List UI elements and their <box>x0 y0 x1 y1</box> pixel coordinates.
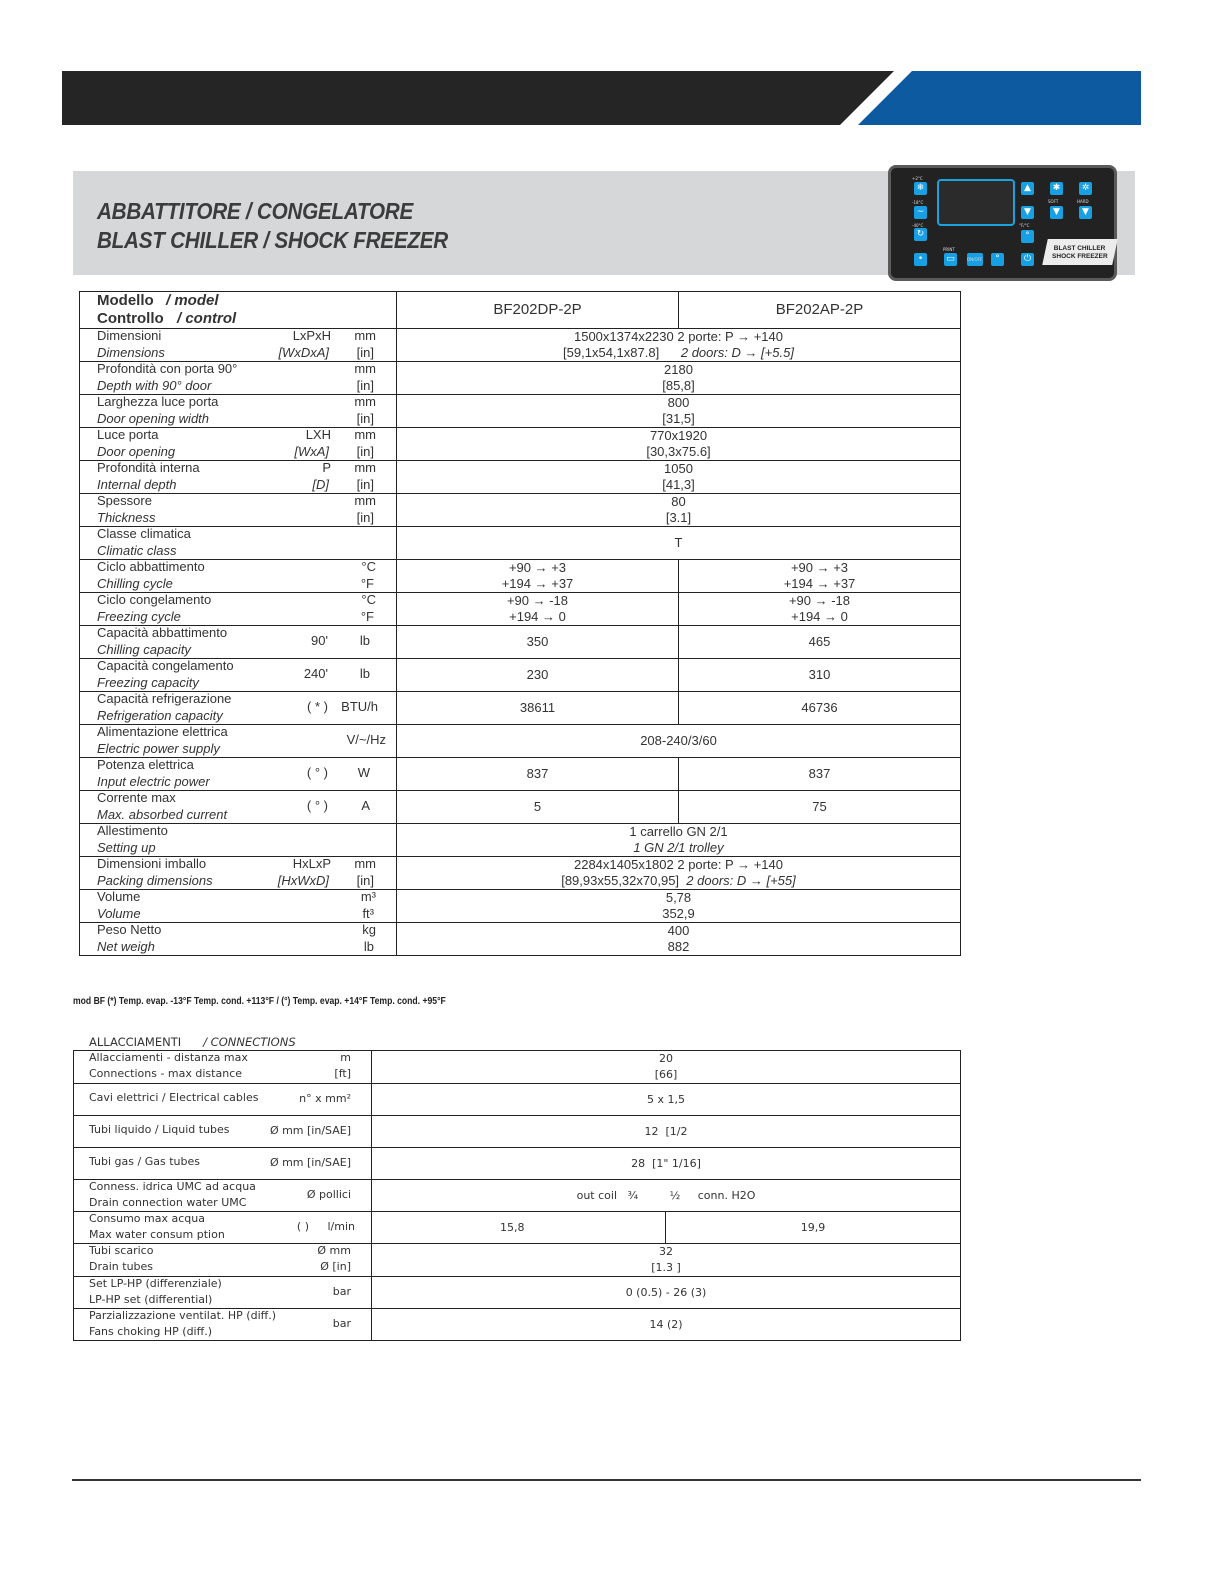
unit-imperial: [in] <box>356 411 374 426</box>
unit: Ø mm [in/SAE] <box>269 1156 351 1169</box>
value-cell <box>372 1051 961 1084</box>
label: Tubi liquido / Liquid tubes <box>89 1123 230 1136</box>
unit: Ø mm [in/SAE] <box>269 1124 351 1137</box>
dimension-code: LxPxH <box>292 328 331 343</box>
label-italian: Consumo max acqua <box>89 1212 205 1225</box>
label-english: Setting up <box>97 840 156 855</box>
unit: Ø pollici <box>306 1188 351 1201</box>
label-note: ( * ) <box>307 699 328 714</box>
value-cell <box>397 824 961 857</box>
value-cell: 0 (0.5) - 26 (3) <box>372 1277 961 1309</box>
unit-imperial: [ft] <box>334 1067 351 1080</box>
row-label-cell <box>80 362 397 395</box>
value-imperial: [41,3] <box>662 477 695 492</box>
table-row <box>74 1277 961 1309</box>
panel-down-arrow-icon: ▼ <box>1021 206 1034 219</box>
table-row <box>80 395 961 428</box>
table-row <box>74 1116 961 1148</box>
table-row <box>80 626 961 659</box>
value-cell: T <box>397 527 961 560</box>
value-cell <box>397 494 961 527</box>
value-metric: 2180 <box>664 362 693 377</box>
table-row <box>74 1180 961 1212</box>
unit-imperial: [in] <box>356 477 374 492</box>
unit: lb <box>359 633 370 648</box>
value-cell: 230 <box>397 659 679 692</box>
panel-text-2: -18°C <box>912 200 924 205</box>
value-cell <box>372 1244 961 1277</box>
label-english: Packing dimensions <box>97 873 213 888</box>
dimension-code-en: [WxDxA] <box>278 345 329 360</box>
row-label-cell <box>80 593 397 626</box>
panel-temp-icon: ° <box>1021 230 1034 243</box>
value-cell: 19,9 <box>666 1212 961 1244</box>
panel-display <box>937 179 1015 226</box>
label-english: Dimensions <box>97 345 165 360</box>
row-label-cell <box>80 857 397 890</box>
value-cell: 310 <box>679 659 961 692</box>
unit-metric: mm <box>354 328 376 343</box>
panel-label <box>1042 239 1118 265</box>
unit: lb <box>359 666 370 681</box>
label-italian: Profondità interna <box>97 460 200 475</box>
unit-metric: mm <box>354 856 376 871</box>
connections-title-en: / CONNECTIONS <box>203 1035 296 1049</box>
table-row <box>80 692 961 725</box>
label-italian: Set LP-HP (differenziale) <box>89 1277 222 1290</box>
dimension-code-en: [HxWxD] <box>277 873 329 888</box>
row-label-cell <box>80 527 397 560</box>
panel-soft-icon: ✱ <box>1050 182 1063 195</box>
table-row <box>80 758 961 791</box>
value-cell: 465 <box>679 626 961 659</box>
unit-imperial: °F <box>360 576 374 591</box>
value-fahrenheit: +194 → +37 <box>501 576 574 591</box>
value-cell <box>397 428 961 461</box>
footnote: mod BF (*) Temp. evap. -13°F Temp. cond. +113°F / (°) Temp. evap. +14°F Temp. cond. +95°F <box>73 995 446 1007</box>
value-cell: 46736 <box>679 692 961 725</box>
label-english: Refrigeration capacity <box>97 708 223 723</box>
value-fahrenheit: +194 → 0 <box>509 609 566 624</box>
label-italian: Capacità congelamento <box>97 658 234 673</box>
connections-table <box>73 1050 961 1341</box>
value-imperial: 882 <box>667 939 690 954</box>
label-english: Volume <box>97 906 141 921</box>
unit: bar <box>332 1285 351 1298</box>
table-row <box>74 1148 961 1180</box>
table-row <box>80 857 961 890</box>
label-italian: Potenza elettrica <box>97 757 194 772</box>
row-label-cell <box>74 1277 372 1309</box>
unit: l/min <box>327 1220 355 1233</box>
control-label: Controllo <box>97 310 164 327</box>
label-italian: Volume <box>97 889 141 904</box>
unit-imperial: Ø [in] <box>320 1260 351 1273</box>
value-celsius: +90 → +3 <box>508 560 567 575</box>
table-row <box>80 362 961 395</box>
table-row <box>80 725 961 758</box>
row-label-cell <box>74 1084 372 1116</box>
label-italian: Alimentazione elettrica <box>97 724 228 739</box>
value-cell <box>397 923 961 956</box>
table-row <box>80 329 961 362</box>
value-metric: 5,78 <box>665 890 692 905</box>
row-label-cell <box>80 560 397 593</box>
row-label-cell <box>74 1244 372 1277</box>
panel-label-line1: BLAST CHILLER <box>1053 245 1106 252</box>
value-celsius: +90 → +3 <box>790 560 849 575</box>
row-label-cell <box>80 791 397 824</box>
value-metric: 770x1920 <box>649 428 708 443</box>
label-italian: Spessore <box>97 493 152 508</box>
table-row <box>80 560 961 593</box>
row-label-cell <box>74 1148 372 1180</box>
label-english: Connections - max distance <box>89 1067 243 1080</box>
unit-imperial: °F <box>360 609 374 624</box>
control-label-en: / control <box>177 310 237 327</box>
panel-cycle-icon: ↻ <box>914 228 927 241</box>
value-cell: 5 x 1,5 <box>372 1084 961 1116</box>
value-cell <box>397 560 679 593</box>
value-cell: 28 [1" 1/16] <box>372 1148 961 1180</box>
table-row <box>80 791 961 824</box>
panel-up-arrow-icon: ▲ <box>1021 182 1034 195</box>
dimension-code: P <box>322 460 331 475</box>
panel-text-5: ON/OFF <box>967 257 983 262</box>
label-note: ( ) <box>296 1220 309 1233</box>
label-english: Chilling cycle <box>97 576 173 591</box>
value-imperial: 352,9 <box>662 906 695 921</box>
panel-text-8: HARD <box>1077 199 1089 204</box>
value-imperial: [59,1x54,1x87.8] <box>563 345 660 360</box>
value-metric: 32 <box>659 1245 673 1258</box>
unit-metric: °C <box>361 592 376 607</box>
row-label-cell <box>80 395 397 428</box>
row-label-cell <box>80 461 397 494</box>
model-name-2: BF202AP-2P <box>679 292 961 329</box>
table-row <box>80 890 961 923</box>
row-label-cell <box>74 1180 372 1212</box>
value-imperial: [30,3x75.6] <box>646 444 711 459</box>
table-row <box>74 1051 961 1084</box>
label-english: Depth with 90° door <box>97 378 212 393</box>
dimension-code: HxLxP <box>292 856 331 871</box>
unit-imperial: [in] <box>356 510 374 525</box>
unit: bar <box>332 1317 351 1330</box>
value-cell: 12 [1/2 <box>372 1116 961 1148</box>
row-label-cell <box>80 626 397 659</box>
panel-text-4: PRINT <box>943 247 955 252</box>
unit-metric: kg <box>362 922 376 937</box>
panel-label-line2: SHOCK FREEZER <box>1052 253 1108 260</box>
label-english: Net weigh <box>97 939 155 954</box>
value-metric: 800 <box>667 395 690 410</box>
label-english: Max. absorbed current <box>97 807 228 822</box>
label-italian: Capacità refrigerazione <box>97 691 232 706</box>
table-row <box>80 659 961 692</box>
value-celsius: +90 → -18 <box>506 593 569 608</box>
value-cell: 837 <box>397 758 679 791</box>
unit-imperial: [in] <box>356 873 374 888</box>
panel-text-6: °F/°C <box>1019 223 1030 228</box>
label-english: Door opening <box>97 444 176 459</box>
label-english: LP-HP set (differential) <box>89 1293 213 1306</box>
panel-light-icon: • <box>914 253 927 266</box>
label-italian: Tubi scarico <box>89 1244 154 1257</box>
value-metric: 1500x1374x2230 2 porte: P → +140 <box>573 329 783 344</box>
model-label-en: / model <box>166 292 219 309</box>
unit-imperial: [in] <box>356 345 374 360</box>
value-imperial: [1.3 ] <box>651 1261 681 1274</box>
label-english: Climatic class <box>97 543 177 558</box>
value-celsius: +90 → -18 <box>788 593 851 608</box>
value-cell: 75 <box>679 791 961 824</box>
label-italian: Ciclo congelamento <box>97 592 212 607</box>
unit-metric: Ø mm <box>317 1244 351 1257</box>
value-cell: 837 <box>679 758 961 791</box>
value-cell: 5 <box>397 791 679 824</box>
row-label-cell <box>74 1051 372 1084</box>
unit: n° x mm² <box>299 1092 351 1105</box>
row-label-cell <box>74 1116 372 1148</box>
value-metric: 2284x1405x1802 2 porte: P → +140 <box>573 857 783 872</box>
value-fahrenheit: +194 → +37 <box>783 576 856 591</box>
dimension-code-en: [WxA] <box>294 444 329 459</box>
table-row <box>80 923 961 956</box>
label: Cavi elettrici / Electrical cables <box>89 1091 259 1104</box>
header-band <box>0 0 1224 140</box>
unit-metric: m³ <box>360 889 376 904</box>
unit-metric: mm <box>354 427 376 442</box>
unit-imperial: [in] <box>356 378 374 393</box>
value-imperial: [85,8] <box>662 378 695 393</box>
label-italian: Dimensioni imballo <box>97 856 207 871</box>
footer-rule <box>72 1479 1141 1481</box>
value-cell <box>397 461 961 494</box>
table-row <box>74 1309 961 1341</box>
panel-text-7: SOFT <box>1048 199 1059 204</box>
row-label-cell <box>80 692 397 725</box>
panel-print-icon: ▭ <box>944 253 957 266</box>
row-label-cell <box>80 428 397 461</box>
table-row <box>80 824 961 857</box>
panel-unit-icon: ° <box>991 253 1004 266</box>
spec-table <box>79 291 961 956</box>
row-label-cell <box>80 329 397 362</box>
value-imperial: [31,5] <box>662 411 695 426</box>
unit-imperial: lb <box>363 939 374 954</box>
label-english: Internal depth <box>97 477 177 492</box>
label-italian: Larghezza luce porta <box>97 394 219 409</box>
unit-metric: °C <box>361 559 376 574</box>
value-english: 1 GN 2/1 trolley <box>633 840 724 855</box>
table-row <box>80 593 961 626</box>
title-italian: ABBATTITORE / CONGELATORE <box>97 198 414 224</box>
label-english: Thickness <box>97 510 156 525</box>
label: Tubi gas / Gas tubes <box>89 1155 200 1168</box>
row-label-cell <box>80 824 397 857</box>
row-label-cell <box>80 923 397 956</box>
value-metric: 400 <box>667 923 690 938</box>
label-english: Freezing capacity <box>97 675 199 690</box>
value-imperial: [66] <box>654 1068 678 1081</box>
dimension-code: LXH <box>305 427 331 442</box>
panel-power-icon: ⏻ <box>1021 253 1034 266</box>
label-note: 240' <box>303 666 328 681</box>
label-note: ( ° ) <box>306 798 328 813</box>
value-cell: 38611 <box>397 692 679 725</box>
value-cell <box>679 560 961 593</box>
value-cell <box>397 890 961 923</box>
label-italian: Parzializzazione ventilat. HP (diff.) <box>89 1309 276 1322</box>
unit: W <box>357 765 370 780</box>
unit-metric: mm <box>354 361 376 376</box>
row-label-cell <box>80 494 397 527</box>
table-row <box>80 428 961 461</box>
value-metric: 1050 <box>664 461 693 476</box>
value-cell <box>397 362 961 395</box>
panel-snowflake-icon: ❄ <box>914 182 927 195</box>
value-cell <box>397 395 961 428</box>
row-label-cell <box>80 890 397 923</box>
row-label-cell <box>80 659 397 692</box>
unit-metric: m <box>340 1051 351 1064</box>
label-italian: Capacità abbattimento <box>97 625 228 640</box>
table-header-row <box>80 292 961 329</box>
model-label: Modello <box>97 292 154 309</box>
table-row <box>74 1244 961 1277</box>
label-note: ( ° ) <box>306 765 328 780</box>
unit-metric: mm <box>354 394 376 409</box>
value-fahrenheit: +194 → 0 <box>791 609 848 624</box>
value-imperial: [89,93x55,32x70,95] <box>561 873 680 888</box>
panel-down-arrow-3-icon: ▼ <box>1079 206 1092 219</box>
value-imperial-note: 2 doors: D → [+55] <box>686 873 796 888</box>
value-italian: 1 carrello GN 2/1 <box>629 824 728 839</box>
value-cell <box>397 329 961 362</box>
unit-metric: mm <box>354 493 376 508</box>
label-english: Fans choking HP (diff.) <box>89 1325 212 1338</box>
value-cell: out coil ¾ ½ conn. H2O <box>372 1180 961 1212</box>
row-label-cell <box>74 1309 372 1341</box>
table-row <box>80 494 961 527</box>
row-label-cell <box>74 1212 372 1244</box>
unit-imperial: ft³ <box>362 906 374 921</box>
connections-title <box>89 1035 296 1049</box>
unit: A <box>361 798 370 813</box>
value-cell: 208-240/3/60 <box>397 725 961 758</box>
panel-wave-icon: ~ <box>914 206 927 219</box>
label-english: Electric power supply <box>97 741 220 756</box>
label-english: Door opening width <box>97 411 210 426</box>
model-control-cell <box>80 292 397 329</box>
value-cell <box>397 593 679 626</box>
value-imperial-note: 2 doors: D → [+5.5] <box>680 345 794 360</box>
label-italian: Conness. idrica UMC ad acqua <box>89 1180 256 1193</box>
panel-text-1: +2°C <box>912 176 923 181</box>
label-italian: Ciclo abbattimento <box>97 559 205 574</box>
unit-metric: mm <box>354 460 376 475</box>
connections-title-it: ALLACCIAMENTI <box>89 1035 182 1049</box>
label-english: Drain connection water UMC <box>89 1196 247 1209</box>
table-row <box>74 1212 961 1244</box>
value-cell: 15,8 <box>372 1212 666 1244</box>
label-italian: Corrente max <box>97 790 176 805</box>
label-english: Freezing cycle <box>97 609 181 624</box>
unit-imperial: [in] <box>356 444 374 459</box>
label-italian: Dimensioni <box>97 328 162 343</box>
value-cell: 14 (2) <box>372 1309 961 1341</box>
unit: V/~/Hz <box>346 732 386 747</box>
label-english: Max water consum ption <box>89 1228 225 1241</box>
label-note: 90' <box>311 633 328 648</box>
label-italian: Peso Netto <box>97 922 162 937</box>
value-cell: 350 <box>397 626 679 659</box>
panel-fan-icon: ✲ <box>1079 182 1092 195</box>
value-cell <box>397 857 961 890</box>
label-italian: Classe climatica <box>97 526 191 541</box>
panel-text-3: -40°C <box>912 223 924 228</box>
row-label-cell <box>80 758 397 791</box>
table-row <box>80 527 961 560</box>
label-italian: Allacciamenti - distanza max <box>89 1051 248 1064</box>
unit: BTU/h <box>341 699 378 714</box>
value-metric: 80 <box>671 494 686 509</box>
label-english: Drain tubes <box>89 1260 154 1273</box>
label-italian: Luce porta <box>97 427 159 442</box>
label-english: Input electric power <box>97 774 210 789</box>
value-imperial: [3.1] <box>665 510 692 525</box>
label-english: Chilling capacity <box>97 642 191 657</box>
label-italian: Allestimento <box>97 823 168 838</box>
control-panel-image <box>888 165 1117 281</box>
dimension-code-en: [D] <box>312 477 329 492</box>
value-cell <box>679 593 961 626</box>
model-name-1: BF202DP-2P <box>397 292 679 329</box>
table-row <box>74 1084 961 1116</box>
table-row <box>80 461 961 494</box>
title-english: BLAST CHILLER / SHOCK FREEZER <box>97 227 448 253</box>
label-italian: Profondità con porta 90° <box>97 361 238 376</box>
row-label-cell <box>80 725 397 758</box>
panel-down-arrow-2-icon: ▼ <box>1050 206 1063 219</box>
value-metric: 20 <box>659 1052 673 1065</box>
